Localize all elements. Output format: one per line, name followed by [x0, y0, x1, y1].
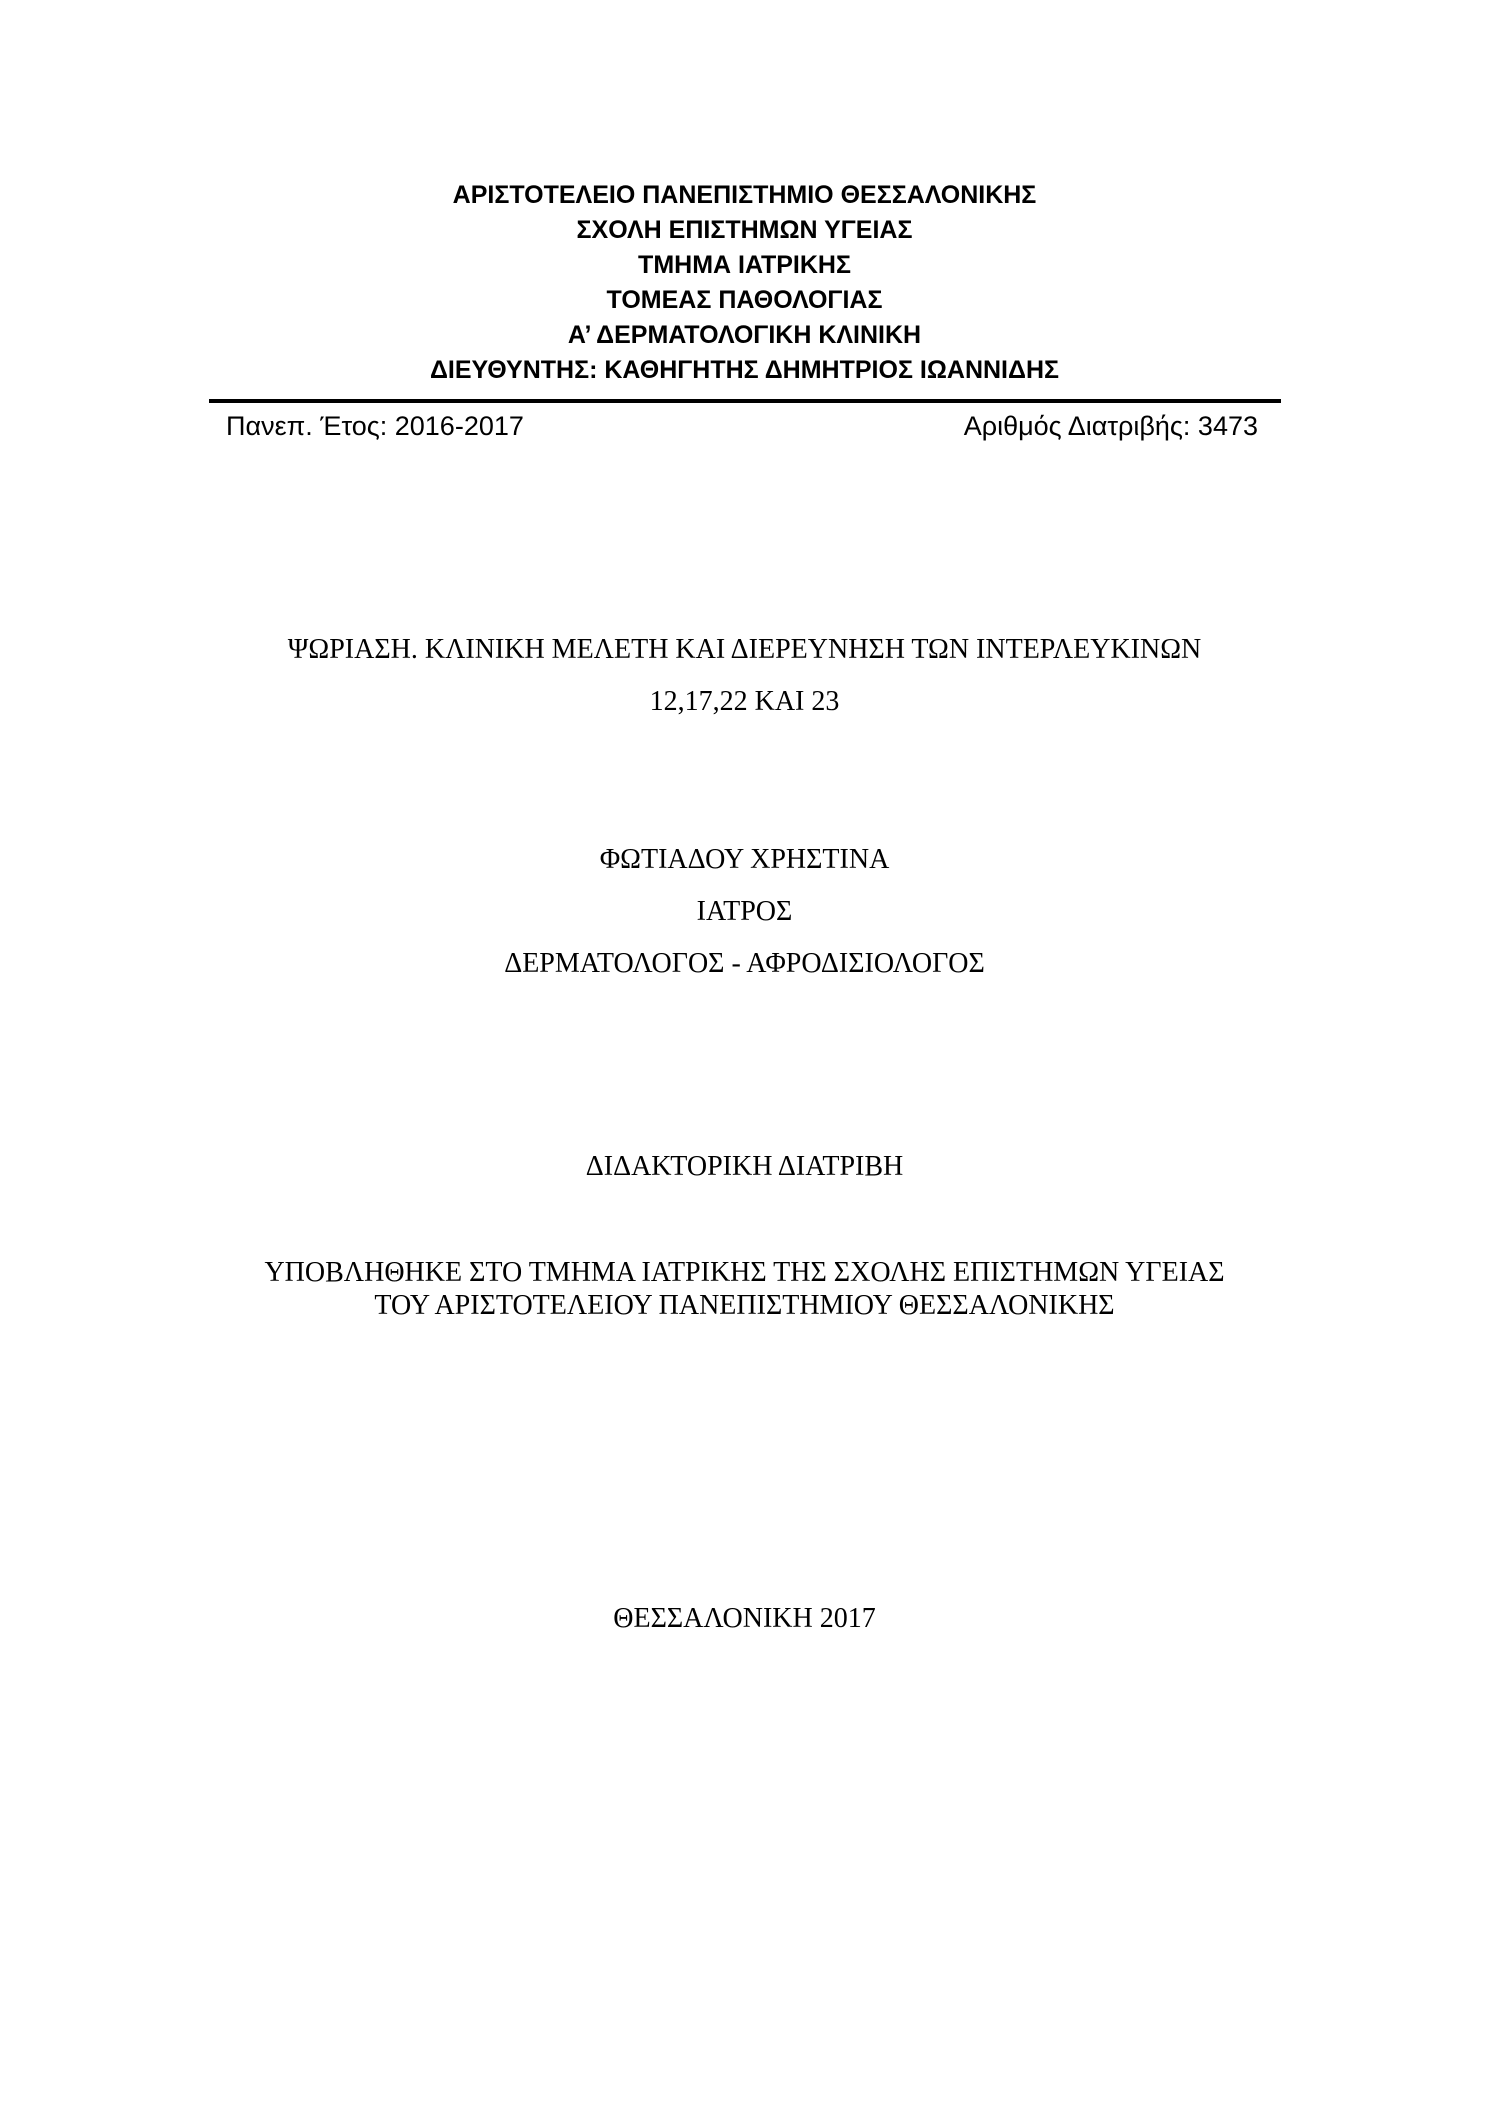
header-divider — [209, 399, 1281, 403]
submission-line-1: ΥΠΟΒΛΗΘΗΚΕ ΣΤΟ ΤΜΗΜΑ ΙΑΤΡΙΚΗΣ ΤΗΣ ΣΧΟΛΗΣ ΕΠΙΣΤΗΜΩΝ ΥΓΕΙΑΣ — [264, 1257, 1225, 1288]
institution-header — [0, 178, 1489, 388]
sector-name: ΤΟΜΕΑΣ ΠΑΘΟΛΟΓΙΑΣ — [606, 286, 883, 314]
place-and-year: ΘΕΣΣΑΛΟΝΙΚΗ 2017 — [613, 1603, 876, 1634]
thesis-title-line-1: ΨΩΡΙΑΣΗ. ΚΛΙΝΙΚΗ ΜΕΛΕΤΗ ΚΑΙ ΔΙΕΡΕΥΝΗΣΗ ΤΩΝ ΙΝΤΕΡΛΕΥΚΙΝΩΝ — [287, 634, 1202, 665]
director-line: ΔΙΕΥΘΥΝΤΗΣ: ΚΑΘΗΓΗΤΗΣ ΔΗΜΗΤΡΙΟΣ ΙΩΑΝΝΙΔΗΣ — [429, 356, 1060, 384]
university-name: ΑΡΙΣΤΟΤΕΛΕΙΟ ΠΑΝΕΠΙΣΤΗΜΙΟ ΘΕΣΣΑΛΟΝΙΚΗΣ — [452, 181, 1037, 209]
department-name: ΤΜΗΜΑ ΙΑΤΡΙΚΗΣ — [638, 251, 851, 279]
thesis-number: Αριθμός Διατριβής: 3473 — [963, 411, 1258, 441]
author-name: ΦΩΤΙΑΔΟΥ ΧΡΗΣΤΙΝΑ — [599, 844, 890, 875]
school-name: ΣΧΟΛΗ ΕΠΙΣΤΗΜΩΝ ΥΓΕΙΑΣ — [576, 216, 913, 244]
document-type: ΔΙΔΑΚΤΟΡΙΚΗ ΔΙΑΤΡΙΒΗ — [585, 1151, 904, 1182]
academic-year: Πανεπ. Έτος: 2016-2017 — [226, 411, 524, 441]
author-profession: ΙΑΤΡΟΣ — [696, 896, 793, 927]
author-specialty: ΔΕΡΜΑΤΟΛΟΓΟΣ - ΑΦΡΟΔΙΣΙΟΛΟΓΟΣ — [504, 948, 985, 979]
clinic-name: Α’ ΔΕΡΜΑΤΟΛΟΓΙΚΗ ΚΛΙΝΙΚΗ — [567, 321, 922, 349]
thesis-title-line-2: 12,17,22 ΚΑΙ 23 — [649, 686, 840, 717]
submission-line-2: ΤΟΥ ΑΡΙΣΤΟΤΕΛΕΙΟΥ ΠΑΝΕΠΙΣΤΗΜΙΟΥ ΘΕΣΣΑΛΟΝΙΚΗΣ — [374, 1290, 1115, 1321]
